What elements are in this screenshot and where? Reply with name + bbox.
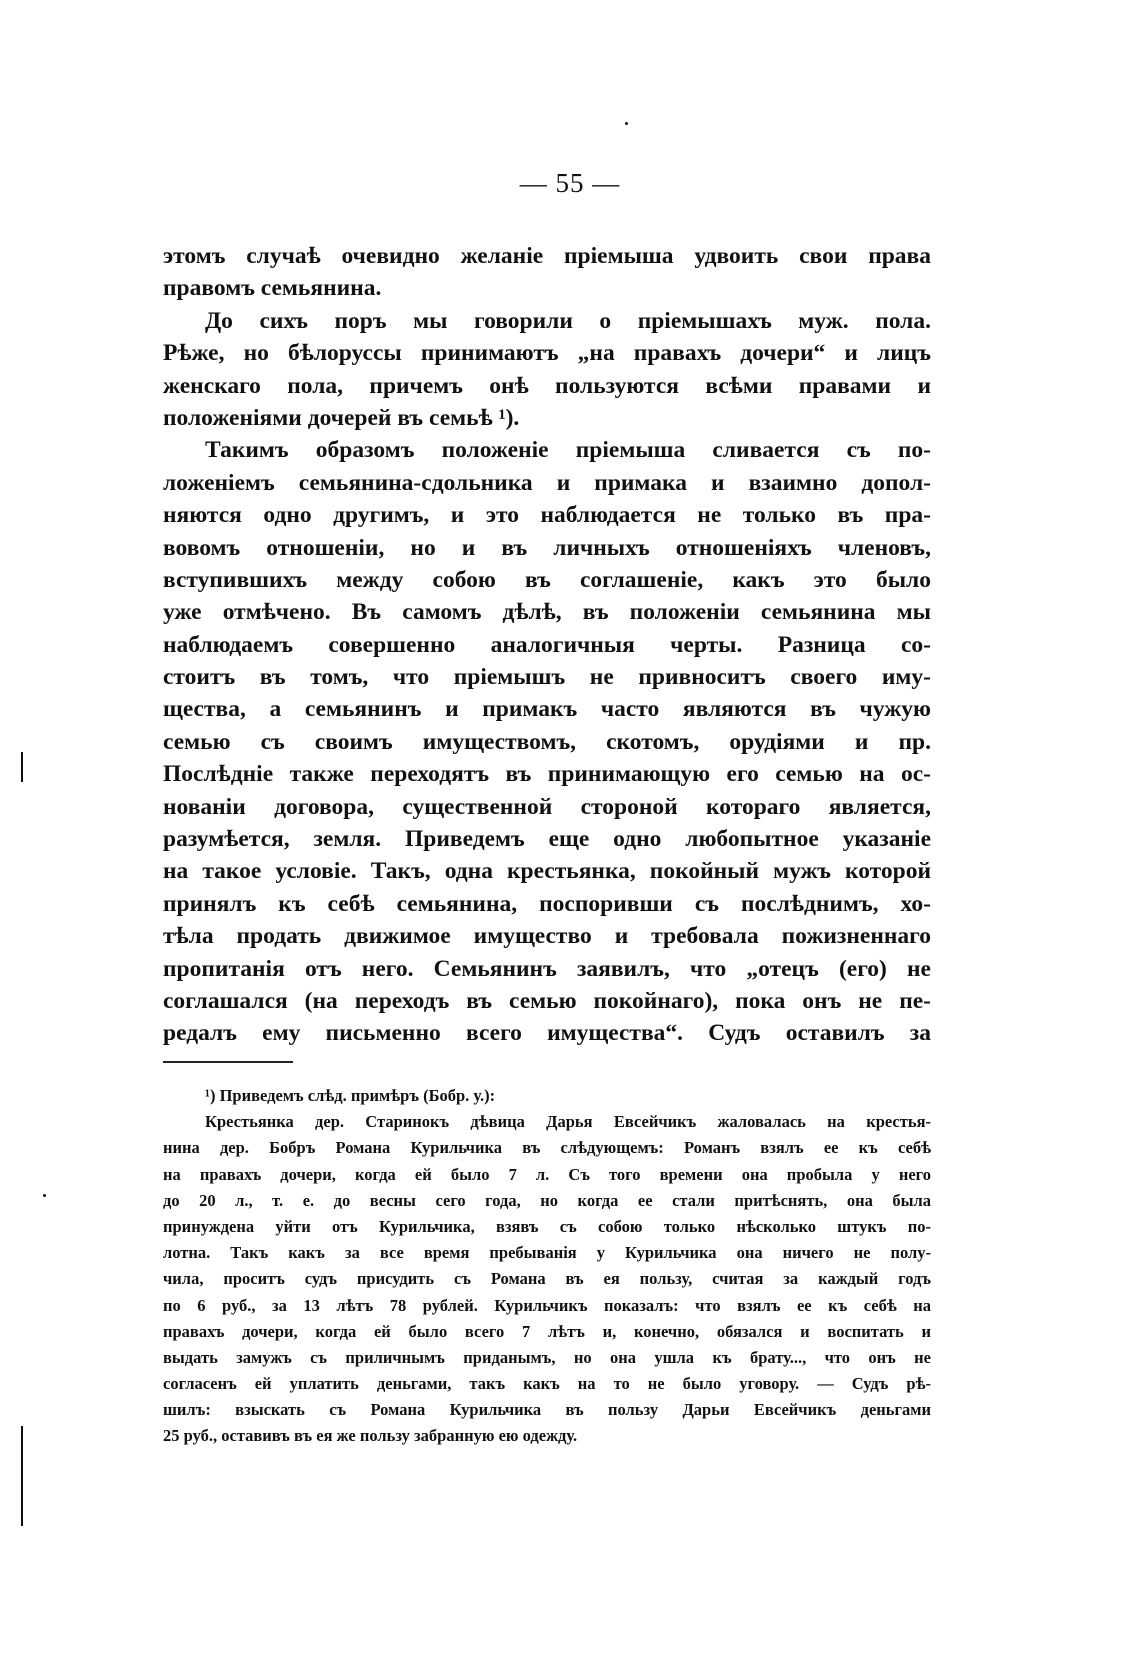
text-line: тѣла продать движимое имущество и требовала пожизненнаго [163, 923, 931, 950]
text-line: семью съ своимъ имуществомъ, скотомъ, орудіями и пр. [163, 728, 931, 755]
page-number: — 55 — [519, 168, 621, 198]
text-line: женскаго пола, причемъ онѣ пользуются всѣми правами и [163, 372, 931, 399]
text-line: вступившихъ между собою въ соглашеніе, какъ это было [163, 566, 931, 593]
text-line: наблюдаемъ совершенно аналогичныя черты. Разница со- [163, 631, 931, 658]
footnote-line: Крестьянка дер. Старинокъ дѣвица Дарья Евсейчикъ жаловалась на крестья- [205, 1112, 931, 1132]
footnote-line: ¹) Приведемъ слѣд. примѣръ (Бобр. у.): [205, 1086, 496, 1105]
scan-mark [625, 122, 628, 125]
main-text [163, 240, 931, 1050]
footnote-line: согласенъ ей уплатить деньгами, такъ какъ на то не было уговору. — Судъ рѣ- [163, 1374, 931, 1394]
footnote-line: выдать замужъ съ приличнымъ приданымъ, но она ушла къ брату..., что онъ не [163, 1347, 931, 1367]
footnote-line: правахъ дочери, когда ей было всего 7 лѣтъ и, конечно, обязался и воспитать и [163, 1321, 931, 1341]
text-line: правомъ семьянина. [163, 275, 382, 302]
footnote-line: на правахъ дочери, когда ей было 7 л. Съ того времени она пробыла у него [163, 1164, 931, 1184]
footnotes [163, 1083, 931, 1450]
text-line: нованіи договора, существенной стороной котораго является, [163, 793, 931, 820]
text-line: ложеніемъ семьянина-сдольника и примака и взаимно допол- [163, 469, 931, 496]
footnote-line: чила, проситъ судъ присудить съ Романа въ ея пользу, считая за каждый годъ [163, 1269, 931, 1289]
scan-mark [43, 1194, 46, 1197]
text-line: принялъ къ себѣ семьянина, поспоривши съ послѣднимъ, хо- [163, 890, 931, 917]
footnote-line: шилъ: взыскать съ Романа Курильчика въ пользу Дарьи Евсейчикъ деньгами [163, 1400, 931, 1420]
text-line: вовомъ отношеніи, но и въ личныхъ отношеніяхъ членовъ, [163, 534, 931, 561]
footnote-line: лотна. Такъ какъ за все время пребыванія у Курильчика она ничего не полу- [163, 1243, 931, 1263]
footnote-line: по 6 руб., за 13 лѣтъ 78 рублей. Курильчикъ показалъ: что взялъ ее къ себѣ на [163, 1295, 931, 1315]
scan-mark [21, 1426, 23, 1526]
footnote-line: до 20 л., т. е. до весны сего года, но когда ее стали притѣснять, она была [163, 1190, 931, 1210]
text-line: соглашался (на переходъ въ семью покойнаго), пока онъ не пе- [163, 987, 931, 1014]
scan-mark [21, 752, 23, 782]
text-line: Послѣдніе также переходятъ въ принимающую его семью на ос- [163, 761, 931, 788]
text-line: положеніями дочерей въ семьѣ ¹). [163, 404, 520, 431]
text-line: До сихъ поръ мы говорили о пріемышахъ муж. пола. [205, 307, 931, 334]
text-line: на такое условіе. Такъ, одна крестьянка, покойный мужъ которой [163, 858, 931, 885]
text-line: редалъ ему письменно всего имущества“. Судъ оставилъ за [163, 1020, 931, 1047]
text-line: этомъ случаѣ очевидно желаніе пріемыша удвоить свои права [163, 243, 931, 269]
text-line: Такимъ образомъ положеніе пріемыша сливается съ по- [205, 437, 931, 464]
text-line: Рѣже, но бѣлоруссы принимаютъ „на правахъ дочери“ и лицъ [163, 340, 931, 367]
text-line: разумѣется, земля. Приведемъ еще одно любопытное указаніе [163, 826, 931, 853]
text-line: щества, а семьянинъ и примакъ часто являются въ чужую [163, 696, 931, 723]
text-line: пропитанія отъ него. Семьянинъ заявилъ, что „отецъ (его) не [163, 955, 931, 982]
footnote-divider [163, 1061, 293, 1063]
footnote-line: принуждена уйти отъ Курильчика, взявъ съ собою только нѣсколько штукъ по- [163, 1216, 931, 1236]
footnote-line: нина дер. Бобръ Романа Курильчика въ слѣдующемъ: Романъ взялъ ее къ себѣ [163, 1138, 931, 1158]
text-line: няются одно другимъ, и это наблюдается не только въ пра- [163, 502, 931, 529]
text-line: стоитъ въ томъ, что пріемышъ не привноситъ своего иму- [163, 664, 931, 691]
text-line: уже отмѣчено. Въ самомъ дѣлѣ, въ положеніи семьянина мы [163, 599, 931, 626]
footnote-line: 25 руб., оставивъ въ ея же пользу забранную ею одежду. [163, 1426, 578, 1446]
